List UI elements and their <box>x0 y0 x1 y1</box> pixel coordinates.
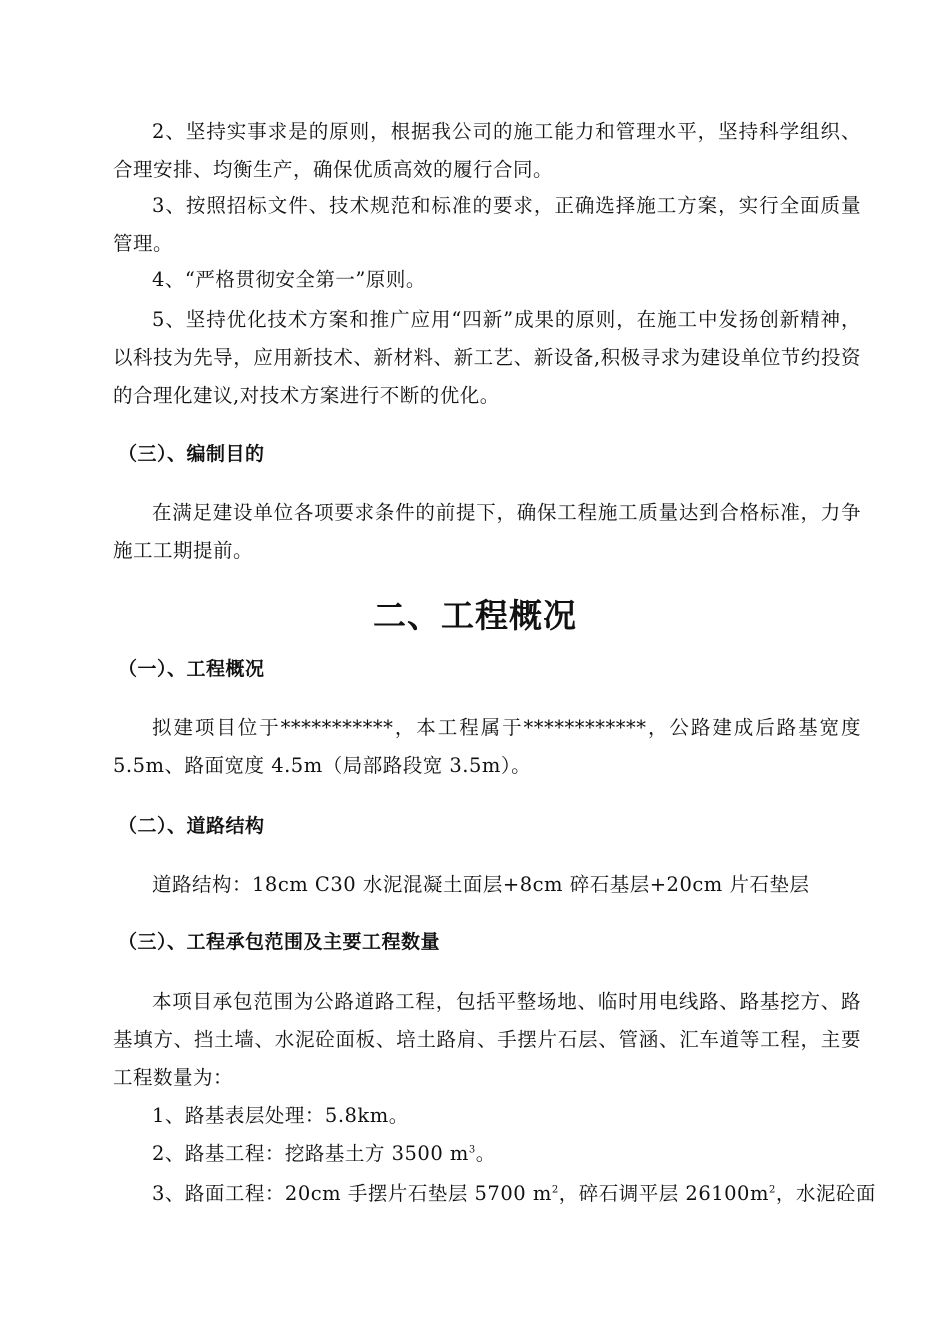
scope-item-3-text-c: ，水泥砼面 <box>775 1182 876 1205</box>
structure-heading: （二）、道路结构 <box>118 815 265 837</box>
scope-item-3-text-a: 3、路面工程：20cm 手摆片石垫层 5700 m <box>152 1182 552 1205</box>
purpose-paragraph: 在满足建设单位各项要求条件的前提下，确保工程施工质量达到合格标准，力争施工工期提前。 <box>113 501 861 562</box>
scope-item-2-end: 。 <box>475 1142 496 1165</box>
overview-heading: （一）、工程概况 <box>118 658 265 680</box>
purpose-heading: （三）、编制目的 <box>118 443 265 465</box>
principle-2-paragraph: 2、坚持实事求是的原则，根据我公司的施工能力和管理水平，坚持科学组织、合理安排、均衡生产，确保优质高效的履行合同。 <box>113 120 861 181</box>
scope-item-3-text-b: ，碎石调平层 26100m <box>558 1182 769 1205</box>
structure-paragraph: 道路结构：18cm C30 水泥混凝土面层+8cm 碎石基层+20cm 片石垫层 <box>152 873 810 896</box>
principle-5-paragraph: 5、坚持优化技术方案和推广应用“四新”成果的原则，在施工中发扬创新精神，以科技为先导，应用新技术、新材料、新工艺、新设备,积极寻求为建设单位节约投资的合理化建议,对技术方案进行不断的优化。 <box>113 308 861 407</box>
square-superscript-2: 2 <box>768 1184 776 1196</box>
square-superscript-1: 2 <box>551 1184 559 1196</box>
scope-item-3 <box>152 1175 876 1213</box>
cubic-superscript: 3 <box>468 1144 476 1156</box>
scope-item-2-text: 2、路基工程：挖路基土方 3500 m <box>152 1142 469 1165</box>
scope-item-1 <box>152 1097 852 1135</box>
scope-heading: （三）、工程承包范围及主要工程数量 <box>118 931 441 953</box>
chapter-title: 二、工程概况 <box>373 596 577 635</box>
principle-3-paragraph: 3、按照招标文件、技术规范和标准的要求，正确选择施工方案，实行全面质量管理。 <box>113 194 861 255</box>
scope-paragraph: 本项目承包范围为公路道路工程，包括平整场地、临时用电线路、路基挖方、路基填方、挡土墙、水泥砼面板、培土路肩、手摆片石层、管涵、汇车道等工程，主要工程数量为： <box>113 990 861 1089</box>
scope-item-2 <box>152 1135 852 1173</box>
overview-paragraph: 拟建项目位于***********，本工程属于************，公路建成后路基宽度 5.5m、路面宽度 4.5m（局部路段宽 3.5m）。 <box>113 716 861 777</box>
scope-item-1-text: 1、路基表层处理：5.8km。 <box>152 1104 409 1127</box>
principle-4-paragraph: 4、“严格贯彻安全第一”原则。 <box>152 268 426 291</box>
